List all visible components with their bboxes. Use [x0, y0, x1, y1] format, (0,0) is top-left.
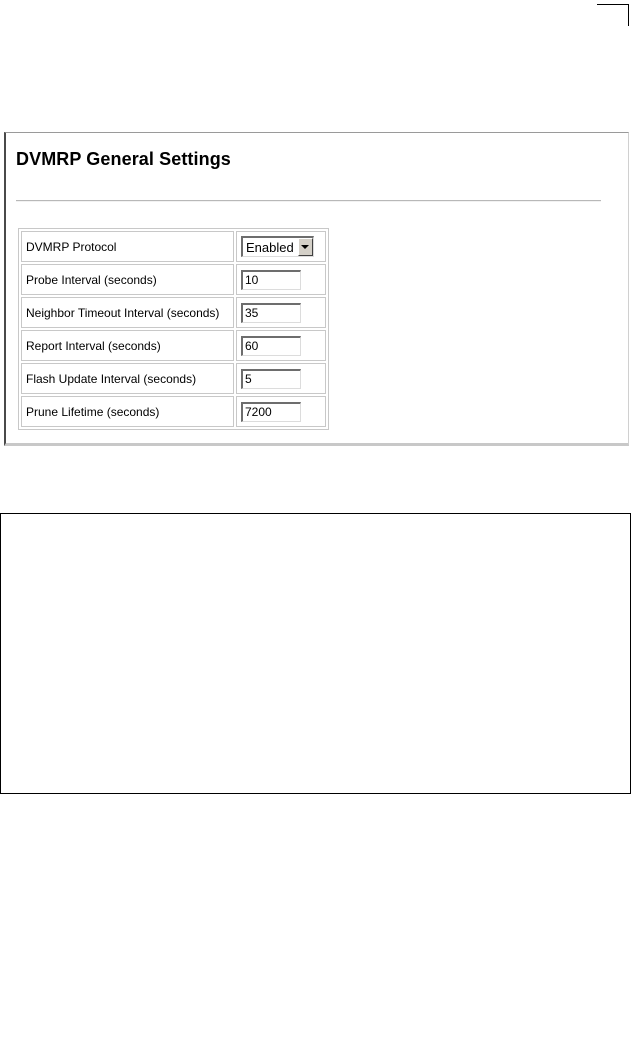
protocol-label: DVMRP Protocol [21, 231, 234, 262]
dvmrp-settings-panel [4, 132, 629, 446]
probe-interval-input[interactable]: 10 [241, 270, 301, 290]
chevron-down-icon[interactable] [298, 238, 313, 256]
neighbor-timeout-cell [236, 297, 326, 328]
page-title: DVMRP General Settings [16, 149, 231, 169]
report-interval-input[interactable]: 60 [241, 336, 301, 356]
protocol-select[interactable] [241, 236, 314, 257]
empty-content-box [0, 513, 631, 794]
probe-interval-label: Probe Interval (seconds) [21, 264, 234, 295]
table-row-report-interval [21, 330, 326, 361]
report-interval-cell [236, 330, 326, 361]
flash-update-input[interactable]: 5 [241, 369, 301, 389]
flash-update-label: Flash Update Interval (seconds) [21, 363, 234, 394]
protocol-cell [236, 231, 326, 262]
table-row-probe-interval [21, 264, 326, 295]
protocol-select-value: Enabled [246, 239, 294, 255]
page-corner-mark [597, 4, 629, 26]
table-row-protocol [21, 231, 326, 262]
prune-lifetime-label: Prune Lifetime (seconds) [21, 396, 234, 427]
table-row-neighbor-timeout [21, 297, 326, 328]
prune-lifetime-cell [236, 396, 326, 427]
prune-lifetime-input[interactable]: 7200 [241, 402, 301, 422]
probe-interval-cell [236, 264, 326, 295]
title-divider [16, 200, 601, 202]
neighbor-timeout-input[interactable]: 35 [241, 303, 301, 323]
flash-update-cell [236, 363, 326, 394]
table-row-prune-lifetime [21, 396, 326, 427]
neighbor-timeout-label: Neighbor Timeout Interval (seconds) [21, 297, 234, 328]
report-interval-label: Report Interval (seconds) [21, 330, 234, 361]
settings-table [18, 228, 329, 430]
table-row-flash-update [21, 363, 326, 394]
